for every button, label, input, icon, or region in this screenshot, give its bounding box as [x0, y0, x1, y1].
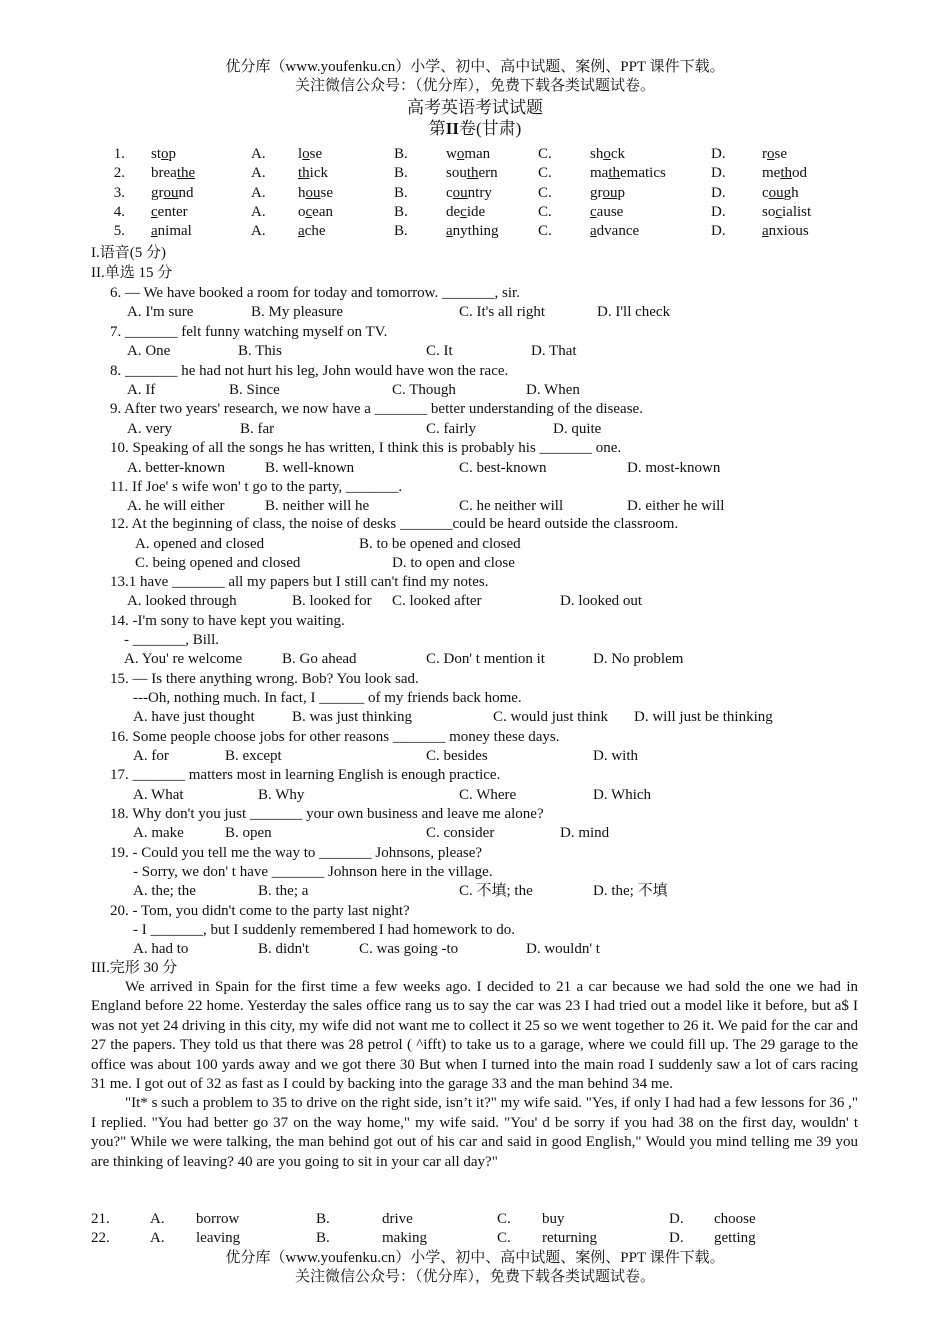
answer-option: C. consider [426, 825, 495, 841]
question-text: 16. Some people choose jobs for other reasons _______ money these days. [110, 729, 560, 745]
underlined-letters: a [762, 223, 769, 240]
row-number: 22. [91, 1230, 110, 1247]
answer-option: C. was going -to [359, 941, 459, 957]
answer-option: D. No problem [593, 651, 684, 667]
word-part: st [151, 146, 162, 162]
row-number: 21. [91, 1211, 110, 1227]
underlined-letters: ou [768, 184, 784, 201]
answer-option: A. the; the [133, 883, 196, 899]
option-letter: C. [538, 184, 552, 201]
underlined-letters: o [161, 146, 169, 162]
answer-option: C. looked after [392, 593, 482, 609]
option-letter: B. [394, 203, 408, 220]
phonetic-word [762, 145, 787, 164]
section-heading: I.语音(5 分) [91, 245, 166, 261]
answer-option: D. quite [553, 420, 602, 437]
answer-option: A. for [133, 748, 169, 764]
answer-option: B. was just thinking [292, 709, 413, 725]
answer-option: C. fairly [426, 420, 476, 437]
phonetic-word [151, 164, 195, 183]
passage-paragraph: We arrived in Spain for the first time a few weeks ago. I decided to 21 a car because we had sold the one we had in England before 22 home. Yesterday the sales office rang us to say the car was 23 I had tried out a model like it before, but a$ I was not yet 24 driving in this city, my wife did not want me to collect it 25 so we went together to 26 it. We paid for the car and 27 the papers. They told us that there was 28 petrol ( ^ifft) to take us to a garage, where we could fill up. The 29 garage to the office was about 100 yards away and we got there 30 But when I turned into the main road I suddenly saw a lot of cars racing 31 me. I got out of 32 as fast as I could by backing into the garage 33 and the man behind 34 me. [91, 979, 858, 1093]
question-text: 10. Speaking of all the songs he has written, I think this is probably his _______ one. [110, 440, 622, 457]
phonetic-word [590, 184, 625, 203]
phonetic-word [446, 164, 498, 183]
answer-option: C. It [426, 343, 453, 360]
phonetic-word [298, 203, 333, 222]
word-part: enter [157, 203, 188, 220]
answer-option: D. to open and close [392, 555, 515, 571]
answer-option: B. Why [258, 787, 305, 803]
dialogue-line: - _______, Bill. [124, 632, 220, 648]
word-part: man [464, 146, 491, 162]
answer-option: B. neither will he [265, 498, 370, 515]
underlined-letters: ou [602, 184, 618, 201]
question-text: 18. Why don't you just _______ your own business and leave me alone? [110, 806, 544, 822]
underlined-letters: ou [163, 184, 179, 201]
word-part: nimal [157, 223, 192, 240]
underlined-letters: th [466, 165, 479, 182]
word-part: ialist [782, 203, 812, 220]
row-number: 1. [113, 146, 125, 162]
word-part: gr [590, 184, 603, 201]
question-text: 14. -I'm sony to have kept you waiting. [110, 613, 345, 629]
row-number: 5. [113, 223, 125, 240]
word-part: ean [312, 203, 333, 220]
option-word: making [382, 1230, 427, 1247]
underlined-letters: th [298, 165, 310, 182]
option-word: drive [382, 1211, 413, 1227]
underlined-letters: the [176, 165, 196, 182]
word-part: ern [478, 165, 498, 182]
option-letter: D. [711, 165, 726, 182]
word-part: nything [452, 223, 499, 240]
option-letter: B. [394, 184, 408, 201]
option-letter: D. [711, 223, 726, 240]
word-part: od [792, 165, 807, 182]
option-letter: D. [711, 146, 726, 162]
underlined-letters: c [590, 203, 597, 220]
answer-option: B. Go ahead [282, 651, 357, 667]
underlined-letters: ou [452, 184, 468, 201]
answer-option: B. far [240, 420, 275, 437]
word-part: de [446, 203, 461, 220]
dialogue-line: - I _______, but I suddenly remembered I had homework to do. [133, 922, 515, 938]
phonetic-word [762, 222, 809, 241]
word-part: ma [590, 165, 609, 182]
answer-option: A. had to [133, 941, 189, 957]
answer-option: C. best-known [459, 459, 547, 476]
phonetic-word [151, 222, 192, 241]
option-letter: B. [394, 146, 408, 162]
answer-option: C. 不填; the [459, 883, 533, 899]
underlined-letters: a [446, 223, 453, 240]
passage-paragraph: "It* s such a problem to 35 to drive on the right side, isn’t it?" my wife said. "Yes, if only I had had a few lessons for 36 ," I replied. "You had better go 37 on the way home," my wife said. "You' d be sorry if you had 38 on the first day, wouldn' t you?" While we were talking, the man behind got out of his car and said in good English," Would you mind telling me 39 you are thinking of leaving? 40 are you going to sit in your car all day?" [91, 1095, 858, 1170]
underlined-letters: th [608, 165, 620, 182]
phonetic-word [762, 184, 799, 203]
option-letter: A. [251, 146, 266, 162]
answer-option: D. most-known [627, 459, 721, 476]
row-number: 2. [113, 165, 125, 182]
answer-option: D. looked out [560, 593, 643, 609]
phonetic-word [298, 222, 326, 241]
footer-line-2: 关注微信公众号：（优分库），免费下载各类试题试卷。 [294, 1269, 655, 1285]
answer-option: B. Since [229, 382, 280, 398]
answer-option: B. open [225, 825, 272, 841]
word-part: che [304, 223, 326, 240]
section-heading: II.单选 15 分 [91, 265, 173, 281]
word-part: nd [178, 184, 194, 201]
option-word: leaving [196, 1230, 241, 1247]
option-letter: A. [251, 165, 266, 182]
question-text: 20. - Tom, you didn't come to the party last night? [110, 903, 410, 919]
word-part: nxious [768, 223, 809, 240]
page-subtitle: 第II卷(甘肃) [428, 119, 522, 138]
option-letter: C. [538, 223, 552, 240]
option-letter: A. [150, 1230, 165, 1247]
answer-option: C. would just think [493, 709, 609, 725]
phonetic-word [762, 164, 807, 183]
question-text: 6. — We have booked a room for today and tomorrow. _______, sir. [110, 285, 520, 301]
answer-option: D. the; 不填 [593, 883, 668, 899]
answer-option: C. besides [426, 748, 488, 764]
option-word: choose [714, 1211, 756, 1227]
word-part: l [298, 146, 303, 162]
word-part: p [168, 146, 177, 162]
phonetic-word [762, 203, 811, 222]
word-part: ause [596, 203, 624, 220]
answer-option: D. That [531, 343, 577, 360]
phonetic-word [590, 164, 666, 183]
word-part: w [446, 146, 457, 162]
option-letter: B. [394, 165, 408, 182]
underlined-letters: a [590, 223, 597, 240]
phonetic-word [590, 145, 625, 164]
answer-option: C. he neither will [459, 498, 564, 515]
option-letter: B. [316, 1230, 330, 1247]
underlined-letters: c [460, 203, 467, 220]
option-word: returning [542, 1230, 597, 1247]
answer-option: B. to be opened and closed [359, 536, 521, 552]
phonetic-word [446, 184, 492, 203]
answer-option: C. Where [459, 787, 517, 803]
underlined-letters: c [775, 203, 783, 220]
option-letter: D. [711, 184, 726, 201]
underlined-letters: th [780, 165, 792, 182]
question-text: 7. _______ felt funny watching myself on TV. [110, 323, 388, 340]
answer-option: B. This [238, 343, 282, 360]
option-letter: C. [497, 1230, 511, 1247]
answer-option: A. better-known [127, 459, 226, 476]
question-text: 19. - Could you tell me the way to _______ Johnsons, please? [110, 845, 483, 861]
answer-option: A. have just thought [133, 709, 255, 725]
phonetic-word [446, 203, 485, 222]
phonetic-word [298, 164, 328, 183]
option-letter: C. [538, 146, 552, 162]
word-part: c [762, 184, 769, 201]
word-part: p [617, 184, 625, 201]
phonetic-word [446, 145, 490, 164]
word-part: h [298, 184, 306, 201]
answer-option: B. didn't [258, 941, 310, 957]
row-number: 4. [113, 203, 125, 220]
answer-option: A. You' re welcome [124, 651, 243, 667]
underlined-letters: o [456, 146, 465, 162]
phonetic-word [298, 184, 333, 203]
answer-option: A. he will either [127, 498, 225, 515]
underlined-letters: c [305, 203, 313, 220]
answer-option: C. Don' t mention it [426, 651, 545, 667]
word-part: ck [610, 146, 626, 162]
word-part: gr [151, 184, 164, 201]
question-text: 13.1 have _______ all my papers but I still can't find my notes. [110, 574, 489, 590]
option-letter: D. [669, 1230, 684, 1247]
answer-option: A. opened and closed [135, 536, 265, 552]
word-part: c [446, 184, 453, 201]
option-word: buy [542, 1211, 565, 1227]
answer-option: B. looked for [292, 593, 372, 609]
answer-option: D. wouldn' t [526, 941, 600, 957]
answer-option: C. Though [392, 382, 456, 398]
phonetic-word [298, 145, 322, 164]
answer-option: D. I'll check [597, 304, 671, 321]
word-part: brea [151, 165, 177, 182]
answer-option: C. being opened and closed [135, 555, 301, 571]
dialogue-line: - Sorry, we don' t have _______ Johnson here in the village. [133, 864, 493, 880]
underlined-letters: o [603, 146, 611, 162]
word-part: ntry [467, 184, 492, 201]
option-letter: A. [150, 1211, 165, 1227]
header-line-1: 优分库（www.youfenku.cn）小学、初中、高中试题、案例、PPT 课件下载。 [225, 59, 725, 75]
underlined-letters: o [302, 146, 310, 162]
underlined-letters: o [767, 146, 775, 162]
word-part: me [762, 165, 781, 182]
option-letter: A. [251, 203, 266, 220]
header-line-2: 关注微信公众号：（优分库），免费下载各类试题试卷。 [294, 78, 655, 94]
option-letter: A. [251, 223, 266, 240]
word-part: se [309, 146, 323, 162]
answer-option: A. I'm sure [127, 304, 194, 321]
answer-option: B. except [225, 748, 282, 764]
answer-option: D. Which [593, 787, 652, 803]
cloze-passage [91, 978, 858, 1172]
option-word: getting [714, 1230, 756, 1247]
phonetic-word [590, 203, 623, 222]
answer-option: D. mind [560, 825, 610, 841]
word-part: sh [590, 146, 604, 162]
word-part: se [774, 146, 787, 162]
phonetic-word [151, 203, 188, 222]
answer-option: A. very [127, 420, 172, 437]
answer-option: A. make [133, 825, 184, 841]
answer-option: B. My pleasure [251, 304, 344, 321]
word-part: gh [783, 184, 799, 201]
option-letter: B. [316, 1211, 330, 1227]
question-text: 8. _______ he had not hurt his leg, John would have won the race. [110, 362, 509, 379]
word-part: ematics [620, 165, 666, 182]
question-text: 9. After two years' research, we now have a _______ better understanding of the disease. [110, 401, 643, 418]
answer-option: B. well-known [265, 459, 355, 476]
answer-option: A. One [127, 343, 171, 360]
phonetic-word [151, 145, 176, 164]
answer-option: B. the; a [258, 883, 309, 899]
option-letter: C. [538, 165, 552, 182]
option-letter: D. [669, 1211, 684, 1227]
page-title: 高考英语考试试题 [407, 98, 543, 117]
answer-option: D. with [593, 748, 638, 764]
underlined-letters: a [151, 223, 158, 240]
question-text: 17. _______ matters most in learning English is enough practice. [110, 767, 501, 783]
row-number: 3. [113, 184, 125, 201]
underlined-letters: a [298, 223, 305, 240]
answer-option: D. When [526, 382, 580, 398]
underlined-letters: ou [305, 184, 321, 201]
question-text: 15. — Is there anything wrong. Bob? You look sad. [110, 671, 419, 687]
underlined-letters: c [151, 203, 158, 220]
option-letter: B. [394, 223, 408, 240]
phonetic-word [151, 184, 194, 203]
word-part: r [762, 146, 767, 162]
answer-option: A. What [133, 787, 184, 803]
section-heading: III.完形 30 分 [91, 960, 178, 976]
option-letter: C. [497, 1211, 511, 1227]
answer-option: A. If [127, 382, 156, 398]
word-part: ide [466, 203, 486, 220]
word-part: so [762, 203, 776, 220]
answer-option: C. It's all right [459, 304, 546, 321]
question-text: 12. At the beginning of class, the noise of desks _______could be heard outside the classroom. [110, 516, 679, 532]
word-part: dvance [596, 223, 640, 240]
option-letter: C. [538, 203, 552, 220]
answer-option: A. looked through [127, 593, 237, 609]
dialogue-line: ---Oh, nothing much. In fact, I ______ of my friends back home. [133, 690, 522, 706]
option-letter: A. [251, 184, 266, 201]
word-part: o [298, 203, 306, 220]
question-text: 11. If Joe' s wife won' t go to the party, _______. [110, 479, 403, 495]
word-part: ick [309, 165, 328, 182]
word-part: sou [446, 165, 467, 182]
answer-option: D. either he will [627, 498, 725, 515]
answer-option: D. will just be thinking [634, 709, 773, 725]
option-word: borrow [196, 1211, 240, 1227]
footer-line-1: 优分库（www.youfenku.cn）小学、初中、高中试题、案例、PPT 课件下载。 [225, 1250, 725, 1266]
phonetic-word [590, 222, 639, 241]
word-part: se [320, 184, 333, 201]
phonetic-word [446, 222, 499, 241]
option-letter: D. [711, 203, 726, 220]
